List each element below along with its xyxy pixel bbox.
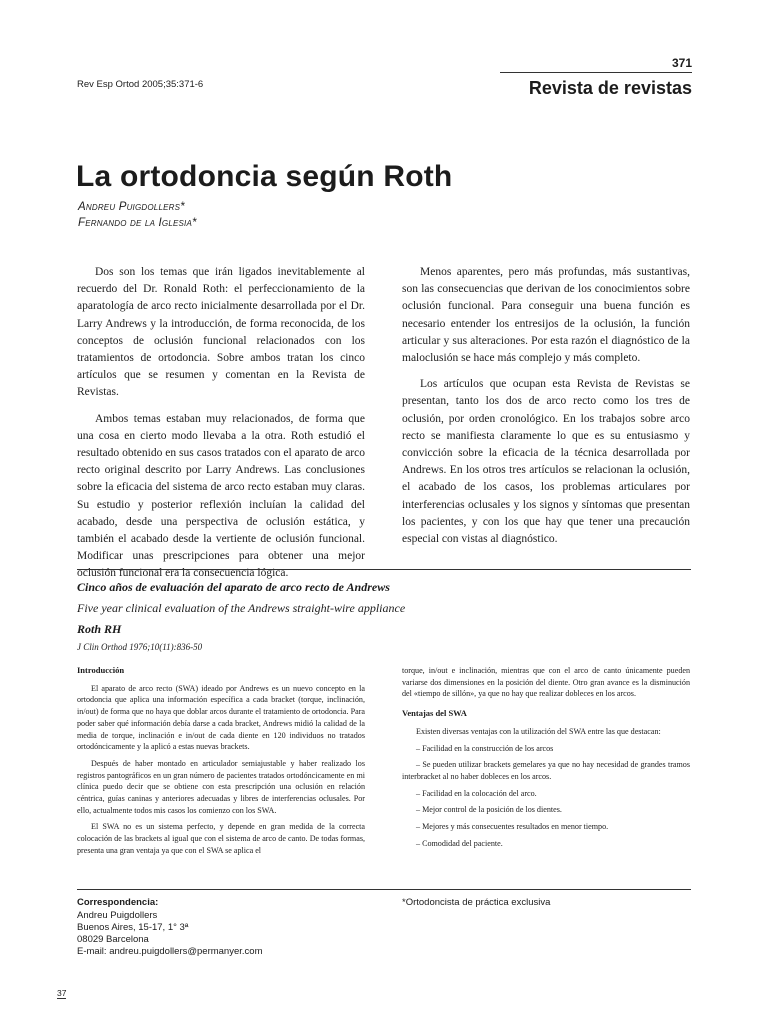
folio-rule: [57, 998, 66, 999]
journal-citation: Rev Esp Ortod 2005;35:371-6: [77, 79, 204, 90]
body-paragraph: Menos aparentes, pero más profundas, más sustantivas, son las consecuencias que derivan de los conocimientos sobre oclusión funcional. Para conseguir una buena función es necesario entender los entresijos de la oclusión, la función articular y sus alteraciones. Por esta razón el diagnóstico de la maloclusión se hace más complejo y más completo.: [402, 266, 690, 365]
review-paragraph: Existen diversas ventajas con la utilización del SWA entre las que destacan:: [416, 726, 661, 736]
section-divider: [77, 569, 691, 570]
body-paragraph: Dos son los temas que irán ligados inevitablemente al recuerdo del Dr. Ronald Roth: el perfeccionamiento de la aparatología de arco recto inicialmente desarrollada por el Dr. Larry Andrews y la introducción, de forma reconocida, de los conceptos de oclusión funcional relacionados con los tratamientos de ortodoncia. Sobre ambos tratan los cinco artículos que se resumen y comentan en la Revista de Revistas.: [77, 266, 365, 399]
correspondence-city: 08029 Barcelona: [77, 934, 149, 945]
review-title-english: Five year clinical evaluation of the Andrews straight-wire appliance: [77, 601, 406, 615]
header-rule: [500, 72, 692, 73]
subsection-heading: Introducción: [77, 665, 125, 675]
folio-number: 37: [57, 988, 67, 998]
page-number: 371: [671, 56, 692, 70]
correspondence-name: Andreu Puigdollers: [77, 910, 158, 921]
advantage-item: – Se pueden utilizar brackets gemelares ya que no hay necesidad de grandes tramos interbracket al no haber dobleces en los arcos.: [402, 760, 690, 781]
review-title-spanish: Cinco años de evaluación del aparato de arco recto de Andrews: [77, 580, 390, 594]
review-source: J Clin Orthod 1976;10(11):836-50: [77, 642, 203, 652]
correspondence-address: Buenos Aires, 15-17, 1° 3ª: [77, 922, 189, 933]
author-footnote: *Ortodoncista de práctica exclusiva: [402, 897, 551, 908]
review-author: Roth RH: [77, 622, 122, 636]
footer-rule: [77, 889, 691, 890]
correspondence-email: E-mail: andreu.puigdollers@permanyer.com: [77, 946, 263, 957]
review-column-right: [402, 665, 690, 849]
section-title: Revista de revistas: [528, 78, 692, 98]
review-paragraph: Después de haber montado en articulador semiajustable y haber realizado los registros pantográficos en un gran número de pacientes tratados ortodóncicamente en mi clínica puedo decir que se obtiene con esta prescripción una oclusión en relación céntrica, guías caninas y anteriores adecuadas y libres de interferencias oclusales. Por ello, actualmente todos mis casos los comienzo con los SWA.: [77, 758, 365, 815]
intro-column-left: [77, 264, 365, 583]
article-title: La ortodoncia según Roth: [76, 160, 453, 193]
body-paragraph: Los artículos que ocupan esta Revista de Revistas se presentan, tanto los dos de arco recto como los tres de oclusión, por orden cronológico. En los trabajos sobre arco recto se manifiesta claramente lo que es su entusiasmo y convicción sobre la eficacia de la técnica desarrollada por Andrews. En los otros tres artículos se relacionan la oclusión, el acabado de los casos, los problemas articulares por interferencias oclusales y los signos y síntomas que presentan los pacientes, y con los que hay que tener una precaución especial con vistas al diagnóstico.: [402, 378, 690, 546]
advantage-item: – Facilidad en la colocación del arco.: [416, 788, 537, 798]
review-column-left: [77, 665, 365, 857]
advantage-item: – Mejor control de la posición de los dientes.: [416, 805, 562, 815]
review-paragraph: El aparato de arco recto (SWA) ideado por Andrews es un nuevo concepto en la ortodoncia que aplica una información específica a cada bracket (torque, inclinación, in/out) de forma que no haya que doblar arcos durante el tratamiento de ortodoncia. Para poder saber qué información debía darse a cada bracket, Andrews midió la calidad de la media de torque, inclinación e in/out de cada diente en 120 individuos no tratados ortodóncicamente y la aplicó a estas nuevas brackets.: [77, 683, 365, 752]
advantage-item: – Mejores y más consecuentes resultados en menor tiempo.: [416, 822, 609, 832]
review-paragraph: torque, in/out e inclinación, mientras que con el arco de canto únicamente pueden variarse dos dimensiones en la posición del diente. Otro gran avance es la disminución del «tiempo de sillón», ya que no hay que realizar dobleces en los arcos.: [402, 666, 690, 699]
intro-column-right: [402, 264, 690, 548]
body-paragraph: Ambos temas estaban muy relacionados, de forma que una cosa en cierto modo llevaba a la otra. Roth estudió el resultado obtenido en sus casos tratados con el aparato de arco recto original descrito por Larry Andrews. Las conclusiones sobre la eficacia del sistema de arco recto estaban muy claras. Su estudio y posterior reflexión incluían la calidad del acabado, desde una perspectiva de oclusión estática, y también el acabado desde la vertiente de oclusión funcional. Modificar unas prescripciones para obtener una mejor oclusión funcional era la consecuencia lógica.: [77, 412, 365, 580]
subsection-heading: Ventajas del SWA: [402, 708, 467, 719]
author-name: Fernando de la Iglesia*: [78, 217, 197, 229]
advantage-item: – Comodidad del paciente.: [416, 838, 503, 848]
advantage-item: – Facilidad en la construcción de los arcos: [416, 743, 554, 753]
correspondence-heading: Correspondencia:: [77, 897, 159, 908]
review-paragraph: El SWA no es un sistema perfecto, y depende en gran medida de la correcta colocación de las brackets al igual que con el sistema de arco de canto. De todas formas, presenta una gran ventaja ya que con el SWA se aplica el: [77, 822, 365, 855]
author-name: Andreu Puigdollers*: [78, 201, 185, 213]
